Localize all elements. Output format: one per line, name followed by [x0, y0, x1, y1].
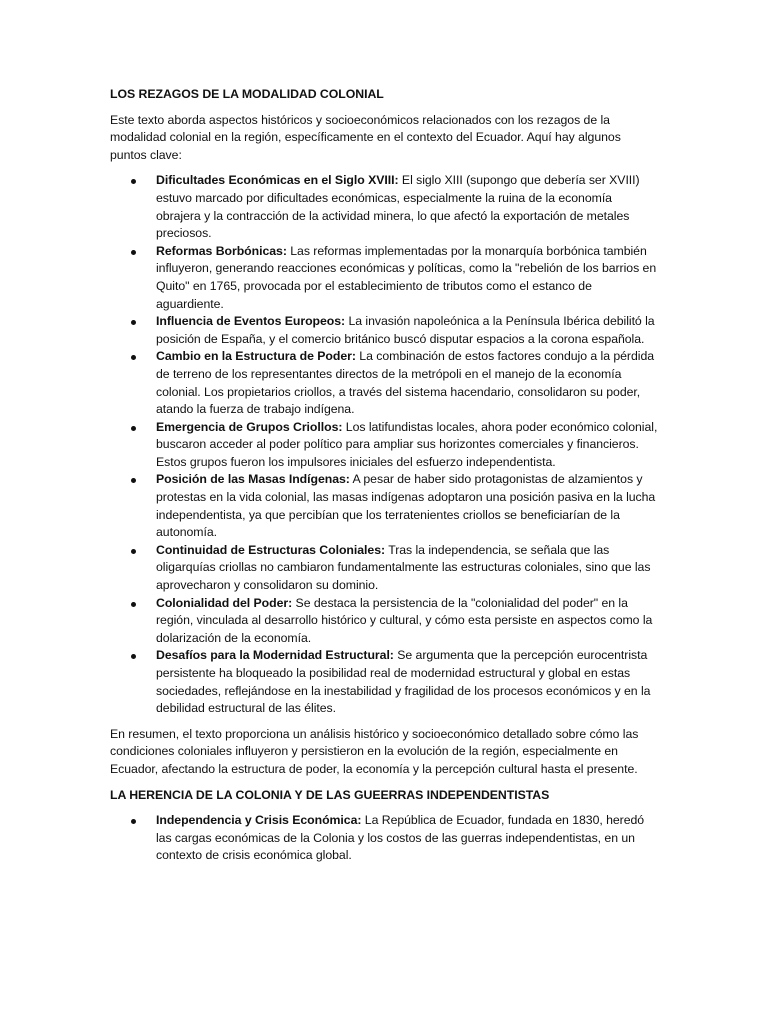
item-term: Desafíos para la Modernidad Estructural: [156, 648, 394, 663]
item-text: Tras la independencia, se señala que las oligarquías criollas no cambiaron fundamentalmente las estructuras coloniales, sino que las aprovecharon y consolidaron su dominio. [156, 542, 651, 593]
item-term: Dificultades Económicas en el Siglo XVIII: [156, 173, 399, 188]
bullet-icon [131, 478, 136, 483]
item-term: Emergencia de Grupos Criollos: [156, 419, 343, 434]
document-page [110, 86, 660, 873]
bullet-icon [131, 549, 136, 554]
bullet-icon [131, 250, 136, 255]
item-text: La República de Ecuador, fundada en 1830, heredó las cargas económicas de la Colonia y los costos de las guerras independentistas, en un contexto de crisis económica global. [156, 813, 645, 863]
list-item [110, 812, 660, 865]
list-item [110, 313, 660, 348]
item-text: Las reformas implementadas por la monarquía borbónica también influyeron, generando reacciones económicas y políticas, como la "rebelión de los barrios en Quito" en 1765, provocada por el establecimiento de tributos como el estanco de aguardiente. [156, 243, 657, 311]
bullet-icon [131, 602, 136, 607]
heritage-list [110, 812, 660, 865]
item-term: Influencia de Eventos Europeos: [156, 314, 346, 329]
list-item [110, 419, 660, 472]
bullet-icon [131, 355, 136, 360]
item-term: Colonialidad del Poder: [156, 595, 293, 610]
section-heading: LOS REZAGOS DE LA MODALIDAD COLONIAL [110, 87, 384, 101]
list-item [110, 172, 660, 242]
item-text: A pesar de haber sido protagonistas de alzamientos y protestas en la vida colonial, las masas indígenas adoptaron una posición pasiva en la lucha independentista, ya que percibían que los terratenientes criollos se beneficiarían de la autonomía. [156, 472, 656, 540]
key-points-list [110, 172, 660, 717]
intro-paragraph: Este texto aborda aspectos históricos y socioeconómicos relacionados con los rezagos de la modalidad colonial en la región, específicamente en el contexto del Ecuador. Aquí hay algunos puntos clave: [110, 112, 621, 162]
bullet-icon [131, 179, 136, 184]
item-term: Continuidad de Estructuras Coloniales: [156, 542, 386, 557]
list-item [110, 595, 660, 648]
bullet-icon [131, 426, 136, 431]
list-item [110, 348, 660, 418]
item-term: Posición de las Masas Indígenas: [156, 472, 350, 487]
item-term: Reformas Borbónicas: [156, 243, 287, 258]
section-heading: LA HERENCIA DE LA COLONIA Y DE LAS GUEERRAS INDEPENDENTISTAS [110, 787, 550, 802]
item-text: El siglo XIII (supongo que debería ser XVIII) estuvo marcado por dificultades económicas, especialmente la ruina de la economía obrajera y la contracción de la actividad minera, lo que afectó la exportación de metales preciosos. [156, 173, 640, 241]
list-item [110, 471, 660, 541]
bullet-icon [131, 654, 136, 659]
list-item [110, 542, 660, 595]
item-text: Se destaca la persistencia de la "colonialidad del poder" en la región, vinculada al desarrollo histórico y cultural, y cómo esta persiste en aspectos como la dolarización de la economía. [156, 595, 653, 645]
item-text: Los latifundistas locales, ahora poder económico colonial, buscaron acceder al poder político para ampliar sus horizontes comerciales y financieros. Estos grupos fueron los impulsores iniciales del esfuerzo independentista. [156, 419, 658, 469]
item-text: Se argumenta que la percepción eurocentrista persistente ha bloqueado la posibilidad real de modernidad estructural y global en estas sociedades, reflejándose en la inestabilidad y fragilidad de los procesos económicos y en la debilidad estructural de las élites. [156, 648, 651, 716]
item-text: La combinación de estos factores condujo a la pérdida de terreno de los representantes directos de la metrópoli en el manejo de la economía colonial. Los propietarios criollos, a través del sistema hacendario, consolidaron su poder, atando la fuerza de trabajo indígena. [156, 349, 655, 417]
item-text: La invasión napoleónica a la Península Ibérica debilitó la posición de España, y el comercio británico buscó disputar espacios a la corona española. [156, 314, 655, 346]
list-item [110, 647, 660, 717]
item-term: Independencia y Crisis Económica: [156, 813, 362, 828]
summary-paragraph: En resumen, el texto proporciona un análisis histórico y socioeconómico detallado sobre cómo las condiciones coloniales influyeron y persistieron en la evolución de la región, especialmente en Ecuador, afectando la estructura de poder, la economía y la percepción cultural hasta el presente. [110, 726, 639, 776]
item-term: Cambio en la Estructura de Poder: [156, 349, 356, 364]
list-item [110, 243, 660, 313]
bullet-icon [131, 320, 136, 325]
bullet-icon [131, 819, 136, 824]
